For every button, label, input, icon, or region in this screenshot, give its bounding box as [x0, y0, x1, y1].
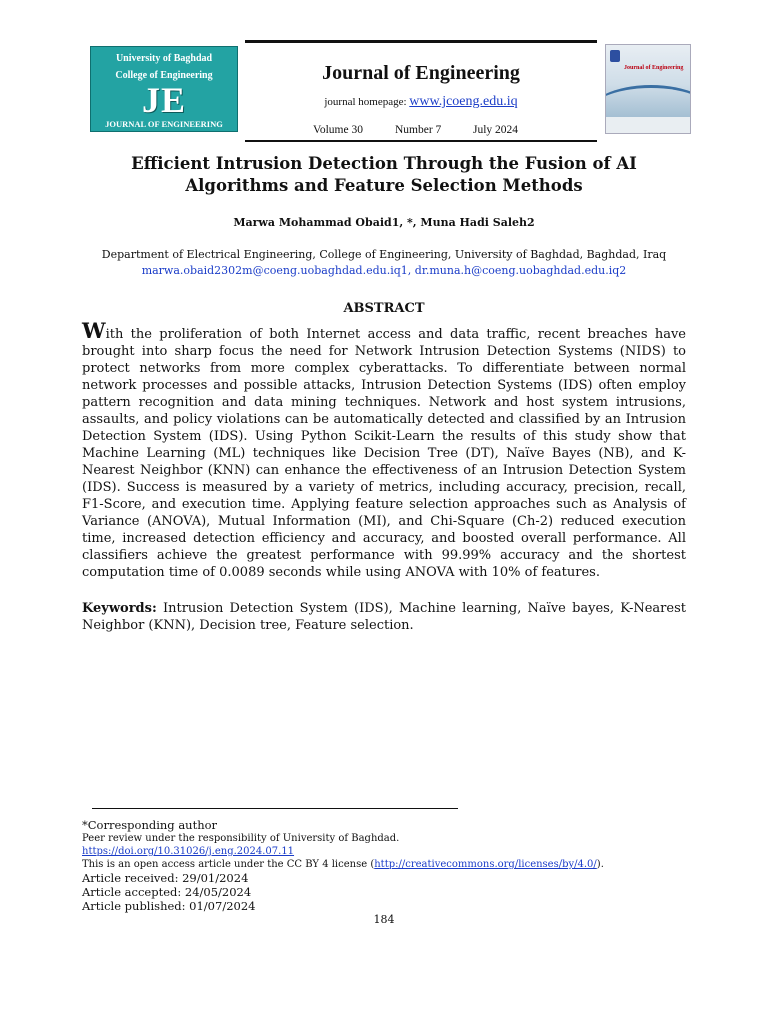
abstract-dropcap: W [82, 318, 106, 343]
logo-mark: JE [141, 80, 186, 120]
abstract-heading: ABSTRACT [343, 301, 425, 316]
logo-college: College of Engineering [115, 70, 213, 81]
footnote-rule [92, 808, 458, 809]
author-emails[interactable]: marwa.obaid2302m@coeng.uobaghdad.edu.iq1, dr.muna.h@coeng.uobaghdad.edu.iq2 [141, 264, 627, 277]
keywords-text: Intrusion Detection System (IDS), Machine learning, Naïve bayes, K-Nearest Neighbor (KNN), Decision tree, Feature selection. [82, 601, 686, 633]
article-accepted: Article accepted: 24/05/2024 [82, 885, 252, 899]
abstract-text: ith the proliferation of both Internet access and data traffic, recent breaches have brought into sharp focus the need for Network Intrusion Detection Systems (NIDS) to protect networks from more complex cyberattacks. To differentiate between normal network processes and possible attacks, Intrusion Detection Systems (IDS) often employ pattern recognition and data mining techniques. Network and host system intrusions, assaults, and policy violations can be automatically detected and classified by an Intrusion Detection System (IDS). Using Python Scikit-Learn the results of this study show that Machine Learning (ML) techniques like Decision Tree (DT), Naïve Bayes (NB), and K-Nearest Neighbor (KNN) can enhance the effectiveness of an Intrusion Detection System (IDS). Success is measured by a variety of metrics, including accuracy, precision, recall, F1-Score, and execution time. Applying feature selection approaches such as Analysis of Variance (ANOVA), Mutual Information (MI), and Chi-Square (Ch-2) reduced execution time, increased detection efficiency and accuracy, and boosted overall performance. All classifiers achieve the greatest performance with 99.99% accuracy and the shortest computation time of 0.0089 seconds while using ANOVA with 10% of features. [82, 327, 686, 580]
keywords-label: Keywords: [82, 601, 157, 616]
issue-date: July 2024 [473, 124, 519, 136]
cover-title: Journal of Engineering [624, 65, 684, 71]
volume: Volume 30 [313, 124, 363, 136]
cover-seal-icon [610, 50, 620, 62]
journal-title: Journal of Engineering [322, 62, 520, 84]
logo-university: University of Baghdad [115, 53, 213, 64]
logo-journal-name: JOURNAL OF ENGINEERING [105, 119, 223, 129]
article-published: Article published: 01/07/2024 [82, 899, 256, 913]
footnotes [82, 818, 682, 913]
license-link[interactable]: http://creativecommons.org/licenses/by/4.0/ [374, 859, 597, 870]
header-bottom-rule [245, 140, 597, 142]
paper-title-line2: Algorithms and Feature Selection Methods [185, 176, 583, 195]
number: Number 7 [395, 124, 442, 136]
license-note [82, 858, 682, 871]
homepage-link[interactable]: www.jcoeng.edu.iq [409, 94, 518, 109]
homepage-label: journal homepage: [324, 96, 407, 108]
peer-review-note: Peer review under the responsibility of University of Baghdad. [82, 833, 400, 844]
journal-cover-thumbnail [605, 44, 691, 134]
article-received: Article received: 29/01/2024 [82, 871, 249, 885]
affiliation: Department of Electrical Engineering, College of Engineering, University of Baghdad, Baghdad, Iraq [101, 248, 667, 261]
license-prefix: This is an open access article under the CC BY 4 license ( [82, 859, 375, 870]
paper-title-line1: Efficient Intrusion Detection Through the Fusion of AI [131, 154, 637, 173]
corresponding-author-note: *Corresponding author [82, 818, 218, 832]
license-suffix: ). [596, 859, 604, 870]
keywords [82, 600, 686, 634]
cover-footer-band [606, 117, 690, 133]
paper-title [100, 153, 668, 197]
journal-homepage [245, 94, 597, 110]
doi-link[interactable]: https://doi.org/10.31026/j.eng.2024.07.11 [82, 846, 295, 857]
journal-logo [90, 46, 238, 132]
page-number: 184 [373, 913, 395, 926]
header-top-rule [245, 40, 597, 43]
authors: Marwa Mohammad Obaid1, *, Muna Hadi Saleh2 [233, 216, 535, 229]
abstract-body [82, 318, 686, 581]
